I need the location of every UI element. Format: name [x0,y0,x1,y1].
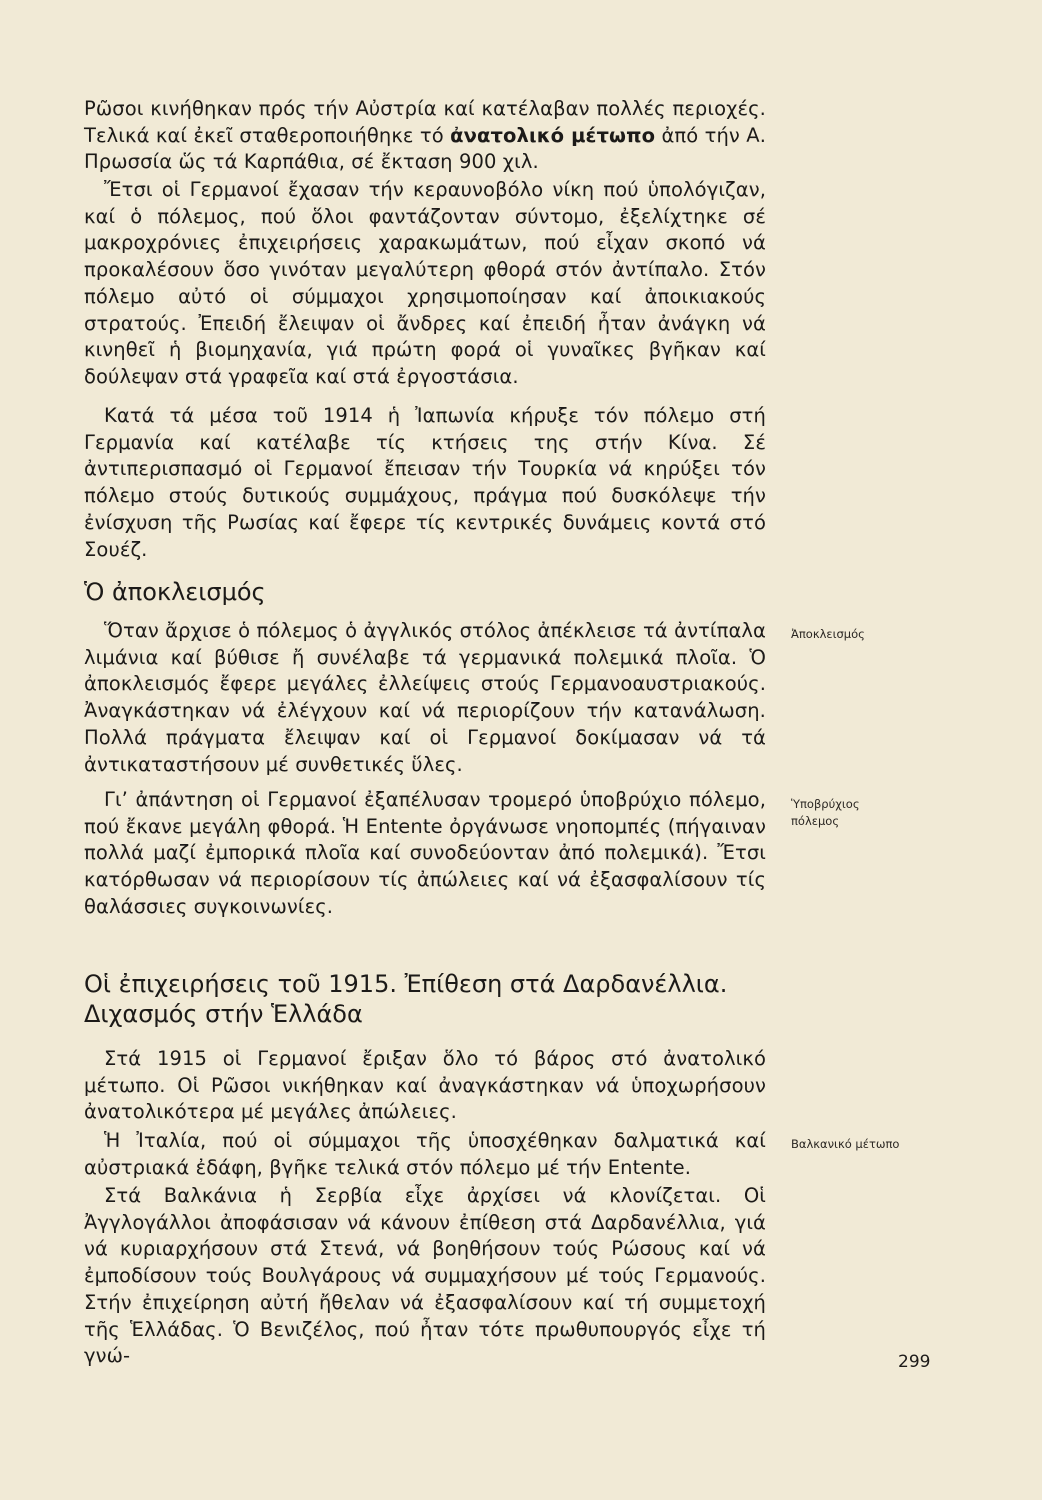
operations-paragraph-2 [84,1128,766,1181]
margin-note-submarine-line2: πόλεμος [791,814,840,828]
intro-p1-end: ἀπό τήν Α. Πρωσσία ὥς τά Καρπάθια, σέ ἔκταση 900 χιλ. [84,123,766,174]
intro-p1-start: Ρῶσοι κινήθηκαν πρός τήν Αὐστρία καί κατέλαβαν πολλές περιοχές. Τελικά καί ἐκεῖ σταθεροποιήθηκε τό [84,97,766,147]
heading-1915-line1: Οἱ ἐπιχειρήσεις τοῦ 1915. Ἐπίθεση στά Δαρδανέλλια. [84,970,728,998]
operations-p3-text: Στά Βαλκάνια ἡ Σερβία εἶχε ἀρχίσει νά κλονίζεται. Οἱ Ἀγγλογάλλοι ἀποφάσισαν νά κάνουν ἐπίθεση στά Δαρδανέλλια, γιά νά κυριαρχήσουν στά Στενά, νά βοηθήσουν τούς Ρώσους καί νά ἐμποδίσουν τούς Βουλγάρους νά συμμαχήσουν μέ τούς Γερμανούς. Στήν ἐπιχείρηση αὐτή ἤθελαν νά ἐξασφαλίσουν καί τή συμμετοχή τῆς Ἑλλάδας. Ὁ Βενιζέλος, πού ἦταν τότε πρωθυπουργός εἶχε τή γνώ- [84,1184,766,1368]
operations-p2-text: Ἡ Ἰταλία, πού οἱ σύμμαχοι τῆς ὑποσχέθηκαν δαλματικά καί αὐστριακά ἐδάφη, βγῆκε τελικά στόν πόλεμο μέ τήν Entente. [84,1129,766,1179]
margin-note-balkan-front: Βαλκανικό μέτωπο [791,1137,900,1151]
page-number: 299 [898,1352,931,1372]
section-heading-blockade: Ὁ ἀποκλεισμός [84,578,266,606]
operations-p1-text: Στά 1915 οἱ Γερμανοί ἔριξαν ὅλο τό βάρος στό ἀνατολικό μέτωπο. Οἱ Ρῶσοι νικήθηκαν καί ἀναγκάστηκαν νά ὑποχωρήσουν ἀνατολικότερα μέ μεγάλες ἀπώλειες. [84,1047,766,1124]
operations-paragraph-1 [84,1046,766,1126]
margin-note-submarine-war [791,796,941,830]
margin-note-blockade: Ἀποκλεισμός [791,627,865,641]
blockade-p1-text: Ὅταν ἄρχισε ὁ πόλεμος ὁ ἀγγλικός στόλος ἀπέκλεισε τά ἀντίπαλα λιμάνια καί βύθισε ἤ συνέλαβε τά γερμανικά πολεμικά πλοῖα. Ὁ ἀποκλεισμός ἔφερε μεγάλες ἐλλείψεις στούς Γερμανοαυστριακούς. Ἀναγκάστηκαν νά ἐλέγχουν καί νά περιορίζουν τήν κατανάλωση. Πολλά πράγματα ἔλειψαν καί οἱ Γερμανοί δοκίμασαν νά τά ἀντικαταστήσουν μέ συνθετικές ὕλες. [84,619,766,776]
intro-p3-text: Κατά τά μέσα τοῦ 1914 ἡ Ἰαπωνία κήρυξε τόν πόλεμο στή Γερμανία καί κατέλαβε τίς κτήσεις της στήν Κίνα. Σέ ἀντιπερισπασμό οἱ Γερμανοί ἔπεισαν τήν Τουρκία νά κηρύξει τόν πόλεμο στούς δυτικούς συμμάχους, πράγμα πού δυσκόλεψε τήν ἐνίσχυση τῆς Ρωσίας καί ἔφερε τίς κεντρικές δυνάμεις κοντά στό Σουέζ. [84,404,766,561]
section-heading-1915 [84,969,784,1029]
intro-paragraph-1 [84,96,766,176]
heading-1915-line2: Διχασμός στήν Ἑλλάδα [84,1000,363,1028]
blockade-p2-text: Γι’ ἀπάντηση οἱ Γερμανοί ἐξαπέλυσαν τρομερό ὑποβρύχιο πόλεμο, πού ἔκανε μεγάλη φθορά. Ἡ Entente ὀργάνωσε νηοπομπές (πήγαιναν πολλά μαζί ἐμπορικά πλοῖα καί συνοδεύονταν ἀπό πολεμικά). Ἔτσι κατόρθωσαν νά περιορίσουν τίς ἀπώλειες καί νά ἐξασφαλίσουν τίς θαλάσσιες συγκοινωνίες. [84,788,766,918]
eastern-front-term: ἀνατολικό μέτωπο [450,123,656,147]
margin-note-submarine-line1: Ὑποβρύχιος [791,797,860,811]
intro-p2-text: Ἔτσι οἱ Γερμανοί ἔχασαν τήν κεραυνοβόλο νίκη πού ὑπολόγιζαν, καί ὁ πόλεμος, πού ὅλοι φαντάζονταν σύντομο, ἐξελίχτηκε σέ μακροχρόνιες ἐπιχειρήσεις χαρακωμάτων, πού εἶχαν σκοπό νά προκαλέσουν ὅσο γινόταν μεγαλύτερη φθορά στόν ἀντίπαλο. Στόν πόλεμο αὐτό οἱ σύμμαχοι χρησιμοποίησαν καί ἀποικιακούς στρατούς. Ἐπειδή ἔλειψαν οἱ ἄνδρες καί ἐπειδή ἦταν ἀνάγκη νά κινηθεῖ ἡ βιομηχανία, γιά πρώτη φορά οἱ γυναῖκες βγῆκαν καί δούλεψαν στά γραφεῖα καί στά ἐργοστάσια. [84,178,766,388]
operations-paragraph-3 [84,1183,766,1370]
intro-paragraph-3 [84,403,766,563]
blockade-paragraph-1 [84,618,766,778]
intro-paragraph-2 [84,177,766,391]
blockade-paragraph-2 [84,787,766,921]
